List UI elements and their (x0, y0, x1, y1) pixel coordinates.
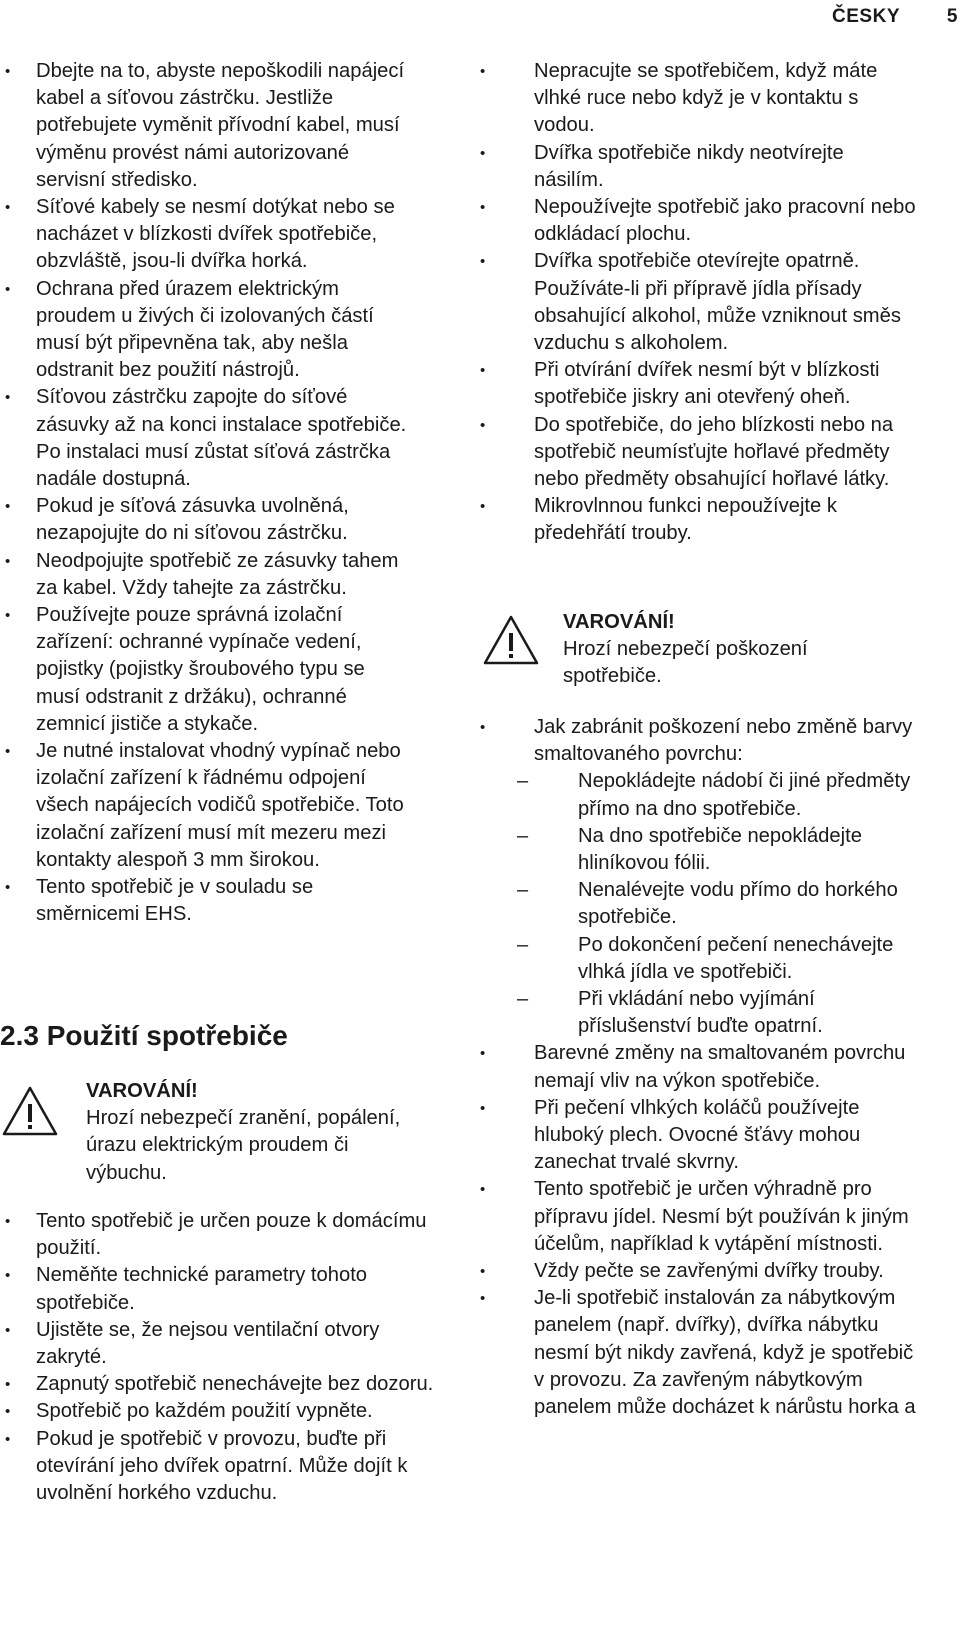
list-item: • Tento spotřebič je určen pouze k domácímu použití. (0, 1208, 440, 1262)
list-item: • Používejte pouze správná izolační zařízení: ochranné vypínače vedení, pojistky (pojistky šroubového typu se musí odstranit z držáku), ochranné zemnicí jističe a stykače. (0, 602, 410, 738)
list-item (497, 714, 917, 1040)
list-item: • Tento spotřebič je v souladu se směrnicemi EHS. (0, 874, 410, 928)
page-number: 5 (946, 6, 958, 27)
enamel-intro: Jak zabránit poškození nebo změně barvy smaltovaného povrchu: (534, 716, 913, 766)
warning-triangle-icon (0, 1084, 60, 1138)
list-item: • Dvířka spotřebiče otevírejte opatrně. Používáte-li při přípravě jídla přísady obsahující alkohol, může vzniknout směs vzduchu s alkoholem. (497, 248, 917, 357)
list-item: • Spotřebič po každém použití vypněte. (0, 1398, 440, 1425)
list-item: • Do spotřebiče, do jeho blízkosti nebo na spotřebič neumísťujte hořlavé předměty nebo předměty obsahující hořlavé látky. (497, 412, 917, 494)
warning-title: VAROVÁNÍ! (86, 1080, 198, 1102)
enamel-dash-list (534, 768, 917, 1040)
warning-body: Hrozí nebezpečí zranění, popálení, úrazu elektrickým proudem či výbuchu. (86, 1107, 401, 1184)
list-item: • Mikrovlnnou funkci nepoužívejte k předehřátí trouby. (497, 493, 917, 547)
dash-item: – Nepokládejte nádobí či jiné předměty přímo na dno spotřebiče. (534, 768, 917, 822)
warning-title: VAROVÁNÍ! (563, 611, 675, 633)
right-top-bullet-list (497, 58, 917, 548)
warning-body: Hrozí nebezpečí poškození spotřebiče. (563, 638, 808, 688)
dash-item: – Nenalévejte vodu přímo do horkého spotřebiče. (534, 877, 917, 931)
list-item: • Barevné změny na smaltovaném povrchu nemají vliv na výkon spotřebiče. (497, 1040, 917, 1094)
warning-box-left (0, 1070, 440, 1184)
dash-item: – Na dno spotřebiče nepokládejte hliníkovou fólii. (534, 823, 917, 877)
dash-item: – Po dokončení pečení nenechávejte vlhká jídla ve spotřebiči. (534, 932, 917, 986)
warning-triangle-icon (481, 613, 541, 667)
right-bottom-bullet-list (497, 714, 917, 1421)
list-item: • Tento spotřebič je určen výhradně pro přípravu jídel. Nesmí být používán k jiným účelům, například k vytápění místnosti. (497, 1176, 917, 1258)
list-item: • Síťové kabely se nesmí dotýkat nebo se nacházet v blízkosti dvířek spotřebiče, obzvláště, jsou-li dvířka horká. (0, 194, 410, 276)
list-item: • Vždy pečte se zavřenými dvířky trouby. (497, 1258, 917, 1285)
warning-box-right (481, 605, 941, 695)
page-header (0, 6, 960, 26)
list-item: • Neměňte technické parametry tohoto spotřebiče. (0, 1262, 440, 1316)
list-item: • Je nutné instalovat vhodný vypínač nebo izolační zařízení k řádnému odpojení všech napájecích vodičů spotřebiče. Toto izolační zařízení musí mít mezeru mezi kontakty alespoň 3 mm širokou. (0, 738, 410, 874)
dash-item: – Při vkládání nebo vyjímání příslušenství buďte opatrní. (534, 986, 917, 1040)
list-item: • Zapnutý spotřebič nenechávejte bez dozoru. (0, 1371, 440, 1398)
list-item: • Pokud je síťová zásuvka uvolněná, nezapojujte do ni síťovou zástrčku. (0, 493, 410, 547)
left-top-bullet-list (0, 58, 410, 929)
list-item: • Pokud je spotřebič v provozu, buďte při otevírání jeho dvířek opatrní. Může dojít k uvolnění horkého vzduchu. (0, 1426, 440, 1508)
list-item: • Při otvírání dvířek nesmí být v blízkosti spotřebiče jiskry ani otevřený oheň. (497, 357, 917, 411)
list-item: • Dvířka spotřebiče nikdy neotvírejte násilím. (497, 140, 917, 194)
list-item: • Při pečení vlhkých koláčů používejte hluboký plech. Ovocné šťávy mohou zanechat trvalé skvrny. (497, 1095, 917, 1177)
list-item: • Nepracujte se spotřebičem, když máte vlhké ruce nebo když je v kontaktu s vodou. (497, 58, 917, 140)
warning-text (563, 609, 863, 691)
list-item: • Ochrana před úrazem elektrickým proudem u živých či izolovaných částí musí být připevněna tak, aby nešla odstranit bez použití nástrojů. (0, 276, 410, 385)
warning-text (86, 1078, 426, 1187)
list-item: • Síťovou zástrčku zapojte do síťové zásuvky až na konci instalace spotřebiče. Po instalaci musí zůstat síťová zástrčka nadále dostupná. (0, 384, 410, 493)
list-item: • Neodpojujte spotřebič ze zásuvky tahem za kabel. Vždy tahejte za zástrčku. (0, 548, 410, 602)
section-title: 2.3 Použití spotřebiče (0, 1020, 288, 1051)
left-bottom-bullet-list (0, 1208, 440, 1507)
list-item: • Ujistěte se, že nejsou ventilační otvory zakryté. (0, 1317, 440, 1371)
list-item: • Je-li spotřebič instalován za nábytkovým panelem (např. dvířky), dvířka nábytku nesmí být nikdy zavřená, když je spotřebič v provozu. Za zavřeným nábytkovým panelem může docházet k nárůstu horka a (497, 1285, 917, 1421)
list-item: • Dbejte na to, abyste nepoškodili napájecí kabel a síťovou zástrčku. Jestliže potřebujete vyměnit přívodní kabel, musí výměnu provést námi autorizované servisní středisko. (0, 58, 410, 194)
list-item: • Nepoužívejte spotřebič jako pracovní nebo odkládací plochu. (497, 194, 917, 248)
language-label: ČESKY (832, 6, 900, 27)
